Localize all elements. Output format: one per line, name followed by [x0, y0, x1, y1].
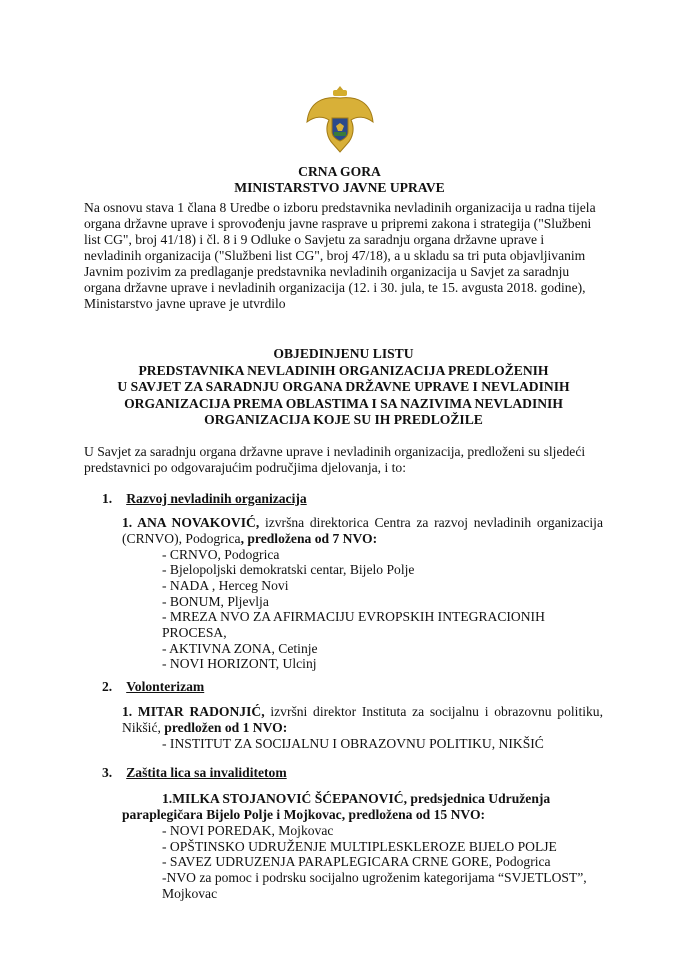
- nominee-desc: izvršna direktorica Centra za razvoj nevladinih organizacija: [259, 514, 603, 530]
- org-item: Mojkovac: [162, 885, 218, 901]
- title-line: OBJEDINJENU LISTU: [273, 346, 414, 361]
- org-item: - NADA , Herceg Novi: [162, 577, 289, 593]
- nominee-entry: [122, 515, 603, 547]
- nominee-desc: izvršni direktor Instituta za socijalnu i obrazovnu politiku,: [264, 704, 603, 720]
- nominee-entry: [122, 704, 603, 736]
- lead-paragraph: [84, 444, 603, 476]
- proposed-count: , predložena od 7 NVO:: [240, 530, 378, 546]
- proposed-count: predložen od 1 NVO:: [160, 720, 288, 736]
- country-heading: CRNA GORA: [298, 164, 381, 179]
- org-item: - OPŠTINSKO UDRUŽENJE MULTIPLESKLEROZE BIJELO POLJE: [162, 838, 557, 854]
- intro-paragraph: [84, 200, 603, 312]
- nominee-name: 1. ANA NOVAKOVIĆ,: [122, 514, 260, 530]
- org-list: [162, 736, 603, 752]
- org-item: - SAVEZ UDRUZENJA PARAPLEGICARA CRNE GORE, Podogrica: [162, 854, 551, 870]
- nominee-line: 1.MILKA STOJANOVIĆ ŠĆEPANOVIĆ, predsjednica Udruženja: [162, 790, 551, 806]
- coat-of-arms-icon: [303, 82, 377, 156]
- section-title: Razvoj nevladinih organizacija: [126, 490, 307, 506]
- nominee-desc: Nikšić,: [122, 720, 161, 736]
- lead-line: predstavnici po odgovarajućim područjima djelovanja, i to:: [84, 459, 407, 475]
- section-heading: [102, 491, 679, 507]
- document-title: [84, 346, 603, 429]
- nominee-line: paraplegičara Bijelo Polje i Mojkovac, predložena od 15 NVO:: [122, 806, 486, 822]
- nominee-name: 1. MITAR RADONJIĆ,: [122, 704, 265, 720]
- title-line: ORGANIZACIJA KOJE SU IH PREDLOŽILE: [204, 412, 483, 427]
- org-item: - AKTIVNA ZONA, Cetinje: [162, 640, 318, 656]
- title-line: ORGANIZACIJA PREMA OBLASTIMA I SA NAZIVIMA NEVLADINIH: [124, 395, 563, 411]
- intro-line: Javnim pozivim za predlaganje predstavnika nevladinih organizacija u Savjet za saradnju: [84, 264, 570, 279]
- intro-line: list CG", broj 41/18) i čl. 8 i 9 Odluke o Savjetu za saradnju organa državne uprave i: [84, 232, 545, 247]
- section-number: 1.: [102, 490, 113, 506]
- org-item: - NOVI POREDAK, Mojkovac: [162, 822, 334, 838]
- ministry-heading: MINISTARSTVO JAVNE UPRAVE: [234, 180, 445, 195]
- org-item: - Bjelopoljski demokratski centar, Bijelo Polje: [162, 562, 415, 578]
- title-line: U SAVJET ZA SARADNJU ORGANA DRŽAVNE UPRAVE I NEVLADINIH: [117, 379, 570, 394]
- section-number: 2.: [102, 679, 113, 695]
- nominee-desc: (CRNVO), Podogrica: [122, 530, 241, 546]
- org-item: -NVO za pomoc i podrsku socijalno ugroženim kategorijama “SVJETLOST”,: [162, 869, 587, 885]
- section-title: Zaštita lica sa invaliditetom: [126, 764, 287, 780]
- intro-line: organa državne uprave i sprovođenju javne rasprave u pripremi zakona i strategija ("Službeni: [84, 216, 592, 231]
- intro-line: organa državne uprave i nevladinih organizacija (12. i 30. jula, te 15. avgusta 2018. godine),: [84, 280, 586, 295]
- org-item: - MREZA NVO ZA AFIRMACIJU EVROPSKIH INTEGRACIONIH PROCESA,: [162, 609, 545, 641]
- intro-line: Na osnovu stava 1 člana 8 Uredbe o izboru predstavnika nevladinih organizacija u radna tijela: [84, 200, 596, 215]
- org-item: - INSTITUT ZA SOCIJALNU I OBRAZOVNU POLITIKU, NIKŠIĆ: [162, 736, 544, 752]
- section-heading: [102, 679, 679, 695]
- lead-line: U Savjet za saradnju organa državne uprave i nevladinih organizacija, predloženi su sljedeći: [84, 443, 586, 459]
- org-item: - NOVI HORIZONT, Ulcinj: [162, 656, 317, 672]
- section-number: 3.: [102, 764, 113, 780]
- title-line: PREDSTAVNIKA NEVLADINIH ORGANIZACIJA PREDLOŽENIH: [138, 362, 549, 378]
- intro-line: nevladinih organizacija ("Službeni list CG", broj 47/18), a u skladu sa tri puta objavljivanim: [84, 248, 586, 263]
- section-title: Volonterizam: [126, 679, 205, 695]
- org-item: - CRNVO, Podogrica: [162, 546, 280, 562]
- section-heading: [102, 765, 679, 781]
- org-item: - BONUM, Pljevlja: [162, 593, 269, 609]
- intro-line: Ministarstvo javne uprave je utvrdilo: [84, 296, 286, 311]
- nominee-entry: [122, 791, 603, 823]
- org-list: [162, 823, 603, 902]
- org-list: [162, 547, 603, 673]
